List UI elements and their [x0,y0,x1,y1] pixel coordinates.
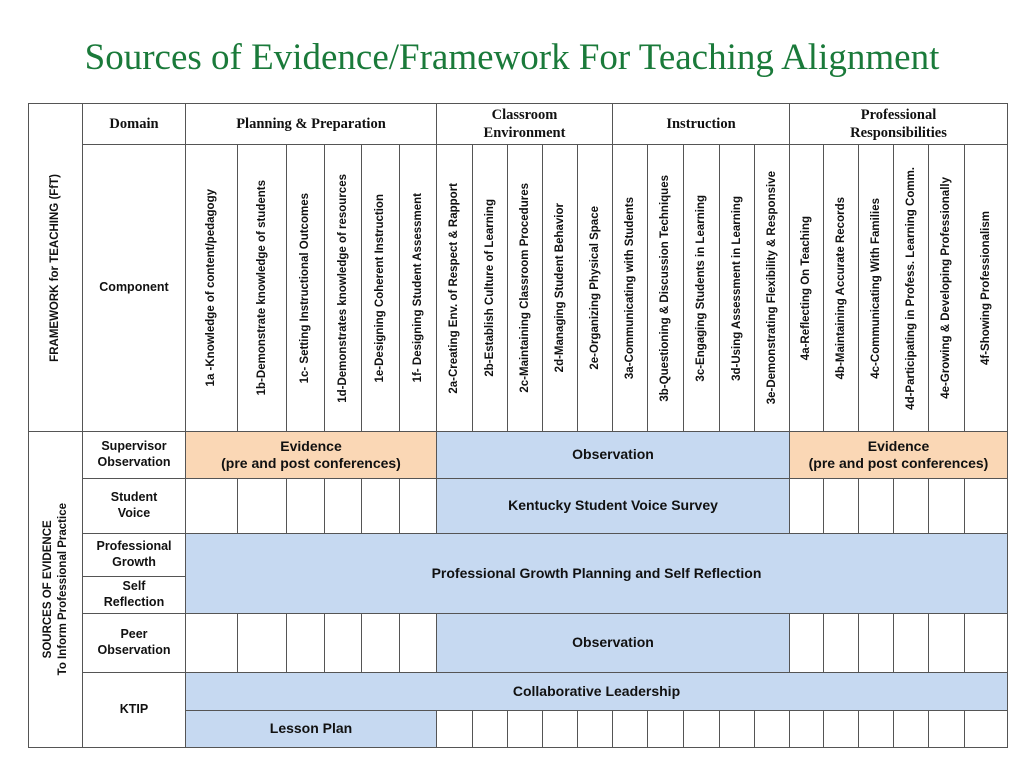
row-peer-observation-wrap [98,627,171,658]
row-student-voice-line2: Voice [117,506,151,520]
observation-band-supervisor [436,431,790,479]
domain-header-3-line1: Instruction [666,115,736,132]
row-student-voice-line1: Student [110,490,158,505]
row-supervisor-observation [82,431,186,479]
component-col-8 [472,144,508,432]
component-col-12 [612,144,648,432]
component-label [82,144,186,432]
component-label-text: Component [99,280,169,295]
peer-observation-cell [858,613,894,673]
sources-sidebar-text [41,503,71,675]
row-peer-observation-line2: Observation [97,643,171,657]
student-voice-cell [893,478,929,534]
pgp-text: Professional Growth Planning and Self Reflection [431,564,762,581]
ktip-cell [858,710,894,748]
peer-observation-cell [789,613,824,673]
component-col-15 [719,144,755,432]
component-col-4 [324,144,362,432]
domain-header-4-line2: Responsibilities [850,125,947,141]
component-col-6 [399,144,437,432]
peer-observation-cell [964,613,1008,673]
row-peer-observation-line1: Peer [120,627,148,642]
component-label-19: 4c-Communicating With Families [869,197,882,379]
domain-label [82,103,186,145]
row-self-reflection [82,576,186,614]
evidence-right-wrap [809,438,989,473]
component-col-9 [507,144,543,432]
row-ktip-label: KTIP [119,702,149,717]
domain-header-2-line2: Environment [483,125,566,141]
ktip-cell [893,710,929,748]
component-label-4: 1d-Demonstrates knowledge of resources [336,173,349,403]
component-col-14 [683,144,720,432]
component-col-7 [436,144,473,432]
domain-header-2-wrap [484,106,566,142]
peer-observation-cell [399,613,437,673]
row-self-reflection-line2: Reflection [103,595,165,609]
component-col-5 [361,144,400,432]
student-voice-cell [399,478,437,534]
page-title: Sources of Evidence/Framework For Teaching Alignment [84,37,940,78]
component-col-18 [823,144,859,432]
component-label-21: 4e-Growing & Developing Professionally [940,177,953,399]
student-voice-survey-text: Kentucky Student Voice Survey [508,497,718,514]
student-voice-cell [237,478,287,534]
row-self-reflection-wrap [104,579,164,610]
component-label-14: 3c-Engaging Students in Learning [695,194,708,382]
domain-header-1 [185,103,437,145]
peer-observation-cell [361,613,400,673]
peer-observation-cell [185,613,238,673]
sources-line2: To Inform Professional Practice [56,503,69,676]
collab-text: Collaborative Leadership [512,682,681,699]
row-student-voice-wrap [111,490,158,521]
ktip-cell [436,710,473,748]
domain-header-2-line1: Classroom [491,106,558,123]
peer-observation-cell [893,613,929,673]
evidence-right-line1: Evidence [867,437,930,454]
evidence-left-line1: Evidence [280,437,342,454]
component-col-13 [647,144,684,432]
row-professional-growth-wrap [96,539,171,570]
component-col-21 [928,144,965,432]
ktip-cell [928,710,965,748]
component-label-5: 1e-Designing Coherent Instruction [374,193,387,383]
domain-header-4-wrap [850,106,947,142]
evidence-band-right [789,431,1008,479]
component-col-11 [577,144,613,432]
row-peer-observation [82,613,186,673]
lesson-plan-text: Lesson Plan [269,720,353,737]
observation-1-text: Observation [572,446,654,463]
component-col-2 [237,144,287,432]
ktip-cell [472,710,508,748]
component-col-20 [893,144,929,432]
row-self-reflection-line1: Self [122,579,146,594]
row-student-voice [82,478,186,534]
component-label-16: 3e-Demonstrating Flexibility & Responsive [765,171,778,405]
domain-label-text: Domain [109,115,159,132]
component-col-3 [286,144,325,432]
component-col-10 [542,144,578,432]
component-label-6: 1f- Designing Student Assessment [411,193,424,383]
evidence-left-line2: (pre and post conferences) [221,455,401,471]
peer-observation-cell [286,613,325,673]
component-label-12: 3a-Communicating with Students [623,196,636,380]
student-voice-cell [361,478,400,534]
ktip-cell [542,710,578,748]
component-col-22 [964,144,1008,432]
row-supervisor-observation-wrap [98,439,171,470]
evidence-band-left [185,431,437,479]
row-professional-growth [82,533,186,577]
component-label-11: 2e-Organizing Physical Space [588,206,601,370]
observation-band-peer [436,613,790,673]
component-label-10: 2d-Managing Student Behavior [553,203,566,373]
row-ktip [82,672,186,748]
ktip-cell [789,710,824,748]
student-voice-cell [789,478,824,534]
ktip-cell [647,710,684,748]
component-col-17 [789,144,824,432]
student-voice-cell [324,478,362,534]
component-label-1: 1a -Knowledge of content/pedagogy [205,189,218,387]
ktip-cell [719,710,755,748]
row-supervisor-observation-line2: Observation [97,455,171,469]
domain-header-3 [612,103,790,145]
component-label-15: 3d-Using Assessment in Learning [730,195,743,381]
ktip-cell [964,710,1008,748]
domain-header-1-wrap [236,115,386,133]
component-label-7: 2a-Creating Env. of Respect & Rapport [448,182,461,394]
component-col-16 [754,144,790,432]
sources-line1: SOURCES OF EVIDENCE [41,520,54,659]
domain-header-2 [436,103,613,145]
fft-sidebar [28,103,83,432]
row-professional-growth-line2: Growth [112,555,156,569]
component-label-17: 4a-Reflecting On Teaching [800,215,813,361]
observation-2-text: Observation [572,634,654,651]
component-label-18: 4b-Maintaining Accurate Records [834,196,847,380]
peer-observation-cell [928,613,965,673]
peer-observation-cell [324,613,362,673]
ktip-cell [823,710,859,748]
component-col-1 [185,144,238,432]
lesson-plan-band [185,710,437,748]
component-label-22: 4f-Showing Professionalism [979,211,992,365]
student-voice-cell [858,478,894,534]
component-label-8: 2b-Establish Culture of Learning [483,199,496,377]
ktip-cell [507,710,543,748]
student-voice-cell [286,478,325,534]
student-voice-cell [964,478,1008,534]
fft-sidebar-label: FRAMEWORK for TEACHING (FfT) [49,173,62,362]
row-supervisor-observation-line1: Supervisor [101,439,167,454]
component-label-9: 2c-Maintaining Classroom Procedures [518,183,531,393]
domain-header-1-line1: Planning & Preparation [236,115,386,132]
evidence-left-wrap [221,438,401,473]
pgp-band [185,533,1008,614]
component-label-3: 1c- Setting Instructional Outcomes [299,192,312,384]
collaborative-leadership-band [185,672,1008,711]
row-professional-growth-line1: Professional [96,539,172,554]
component-label-13: 3b-Questioning & Discussion Techniques [659,174,672,402]
student-voice-cell [928,478,965,534]
student-voice-survey-band [436,478,790,534]
component-label-20: 4d-Participating in Profess. Learning Comm. [904,166,917,410]
sources-sidebar [28,431,83,748]
peer-observation-cell [237,613,287,673]
component-col-19 [858,144,894,432]
domain-header-4-line1: Professional [860,106,937,123]
component-label-2: 1b-Demonstrate knowledge of students [255,180,268,396]
student-voice-cell [823,478,859,534]
student-voice-cell [185,478,238,534]
ktip-cell [754,710,790,748]
ktip-cell [683,710,720,748]
peer-observation-cell [823,613,859,673]
ktip-cell [612,710,648,748]
evidence-right-line2: (pre and post conferences) [808,455,989,471]
domain-header-3-wrap [666,115,735,133]
ktip-cell [577,710,613,748]
domain-header-4 [789,103,1008,145]
